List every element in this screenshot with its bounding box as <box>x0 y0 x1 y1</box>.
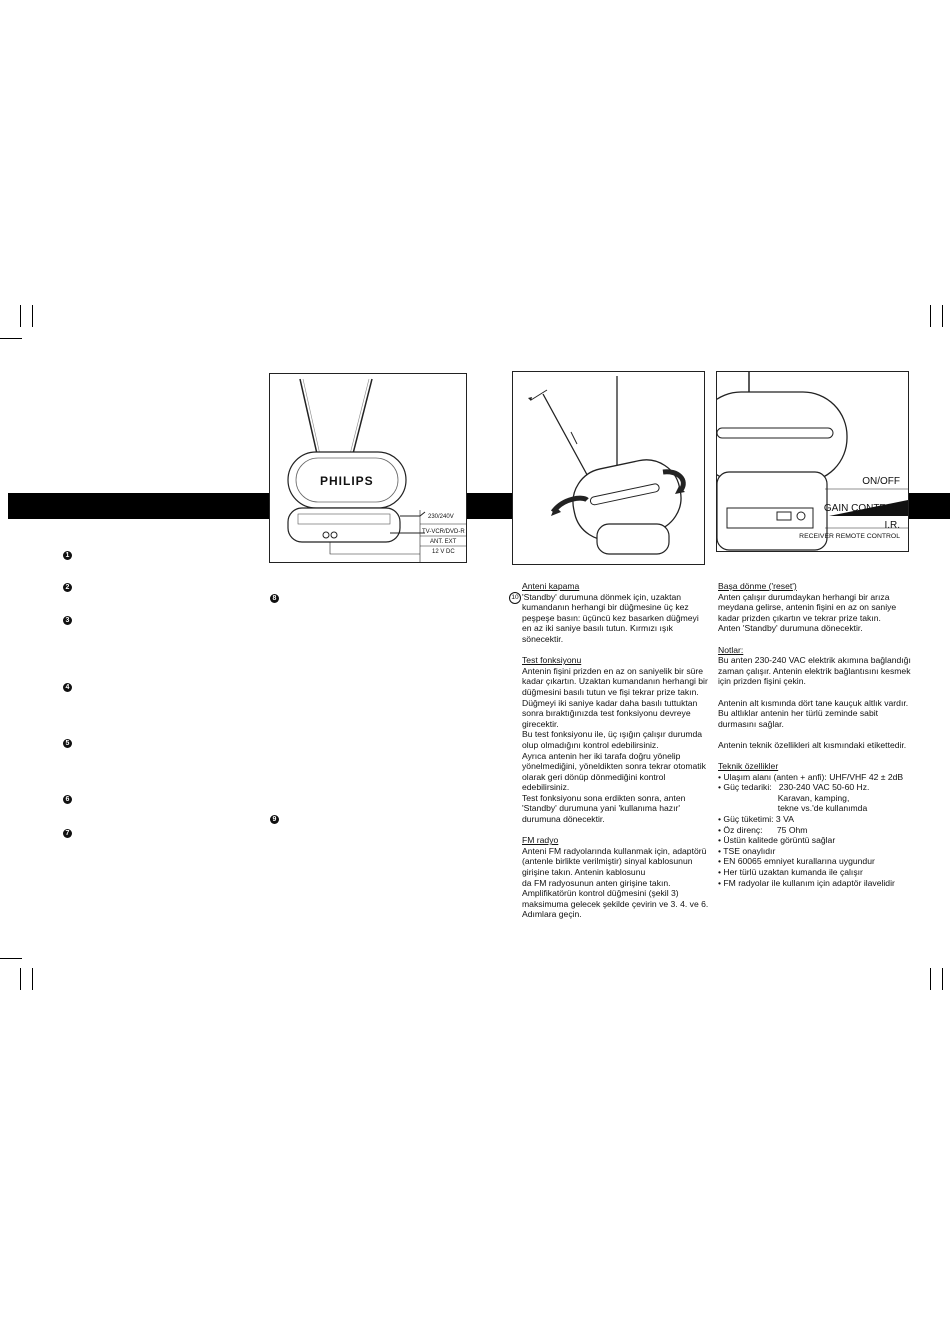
heading-reset: Başa dönme ('reset') <box>718 581 797 591</box>
heading-fm-radyo: FM radyo <box>522 835 559 846</box>
paragraph-fm-radyo: Anteni FM radyolarında kullanmak için, adaptörü (antenle birlikte verilmiştir) sinyal kablosunun girişine takın. Antenin kablosunu da FM radyosunun anten girişine takın. Amplifikatörün kontrol düğmesini (şekil 3) maksimuma gelecek şekilde çevirin ve 3. 4. ve 6. Adımlara geçin. <box>522 845 709 920</box>
label-gain-control: GAIN CONTROL <box>823 503 900 514</box>
middle-text-column <box>509 581 709 920</box>
figure-control-panel <box>716 371 909 552</box>
spec-line: • FM radyolar ile kullanım için adaptör ilavelidir <box>718 877 895 888</box>
crop-mark <box>942 305 943 327</box>
spec-line: • Ulaşım alanı (anten + anfi): UHF/VHF 42 ± 2dB <box>718 771 904 782</box>
step-marker: 8 <box>270 594 279 603</box>
figure-antenna-connections <box>269 373 467 563</box>
header-band-middle <box>465 493 513 519</box>
crop-mark <box>32 305 33 327</box>
step-marker: 2 <box>63 583 72 592</box>
spec-line: • Güç tedariki: 230-240 VAC 50-60 Hz. <box>718 782 870 793</box>
step-marker: 5 <box>63 739 72 748</box>
crop-mark <box>930 305 931 327</box>
figure-antenna-rotation <box>512 371 705 565</box>
paragraph-test: Antenin fişini prizden en az on saniyelik bir süre kadar çıkartın. Uzaktan kumandanın herhangi bir düğmesini basılı tutun ve fişi tekrar prize takın. Düğmeyi iki saniye kadar daha basılı tuttuktan sonra bıraktığınızda test fonksiyonu devreye girecektir. Bu test fonksiyonu ile, üç ışığın çalışır durumda olup olmadığını kontrol edebilirsiniz. Ayrıca antenin her iki tarafa doğru yönelip yönelmediğini, yöneldikten sonra tekrar otomatik olarak geri dönüp dönmediğini kontrol edebilirsiniz. Test fonksiyonu sona erdikten sonra, anten 'Standby' durumuna yani 'kullanıma hazır' durumuna dönecektir. <box>522 665 708 825</box>
spec-line: • Her türlü uzaktan kumanda ile çalışır <box>718 867 863 878</box>
paragraph-notlar-1: Bu anten 230-240 VAC elektrik akımına bağlandığı zaman çalışır. Antenin elektrik bağlantısını kesmek için prizden fişini çekin. <box>718 655 911 687</box>
step-marker-10: 10 <box>509 592 521 604</box>
step-marker: 1 <box>63 551 72 560</box>
paragraph-notlar-3: Antenin teknik özellikleri alt kısmındaki etikettedir. <box>718 739 907 750</box>
header-band-left <box>8 493 270 519</box>
brand-logo: PHILIPS <box>320 474 374 488</box>
spec-line: • Üstün kalitede görüntü sağlar <box>718 835 836 846</box>
step-marker: 6 <box>63 795 72 804</box>
label-receiver-remote: RECEIVER REMOTE CONTROL <box>799 533 900 540</box>
crop-mark <box>0 338 22 339</box>
right-text-column <box>718 581 933 888</box>
label-tv-vcr: TV-VCR/DVD-R <box>422 529 465 535</box>
spec-line: • TSE onaylıdır <box>718 845 776 856</box>
heading-notlar: Notlar: <box>718 644 744 655</box>
spec-line: tekne vs.'de kullanımda <box>718 803 868 814</box>
paragraph-reset: Anten çalışır durumdaykan herhangi bir arıza meydana gelirse, antenin fişini en az on saniye kadar prizden çıkartın ve tekrar prize takın. Anten 'Standby' durumuna dönecektir. <box>718 591 897 634</box>
spec-line: Karavan, kamping, <box>718 792 850 803</box>
rotation-illustration <box>513 372 704 564</box>
spec-line: • Güç tüketimi: 3 VA <box>718 814 794 825</box>
crop-mark <box>32 968 33 990</box>
heading-test: Test fonksiyonu <box>522 655 582 666</box>
step-marker: 9 <box>270 815 279 824</box>
spec-line: • Öz direnç: 75 Ohm <box>718 824 808 835</box>
header-band-right <box>906 493 950 519</box>
paragraph-notlar-2: Antenin alt kısmında dört tane kauçuk altlık vardır. Bu altlıklar antenin her türlü zeminde sabit durmasını sağlar. <box>718 697 909 729</box>
step-marker: 4 <box>63 683 72 692</box>
crop-mark <box>930 968 931 990</box>
step-marker: 7 <box>63 829 72 838</box>
control-panel-illustration <box>717 372 908 551</box>
crop-mark <box>20 968 21 990</box>
paragraph-anteni-kapama: 'Standby' durumuna dönmek için, uzaktan kumandanın herhangi bir düğmesine üç kez peşpeşe basın: üçüncü kez basarken düğmeyi en az iki saniye basılı tutun. Kırmızı ışık sönecektir. <box>522 591 699 644</box>
label-voltage: 230/240V <box>428 514 454 520</box>
crop-mark <box>20 305 21 327</box>
label-12v: 12 V DC <box>432 549 455 555</box>
heading-teknik: Teknik özellikler <box>718 761 779 772</box>
label-on-off: ON/OFF <box>862 476 900 487</box>
step-marker: 3 <box>63 616 72 625</box>
label-ant-ext: ANT. EXT <box>430 539 457 545</box>
crop-mark <box>942 968 943 990</box>
heading-anteni-kapama: Anteni kapama <box>522 581 580 591</box>
crop-mark <box>0 958 22 959</box>
spec-line: • EN 60065 emniyet kurallarına uygundur <box>718 856 875 867</box>
label-ir: I.R. <box>884 520 900 531</box>
